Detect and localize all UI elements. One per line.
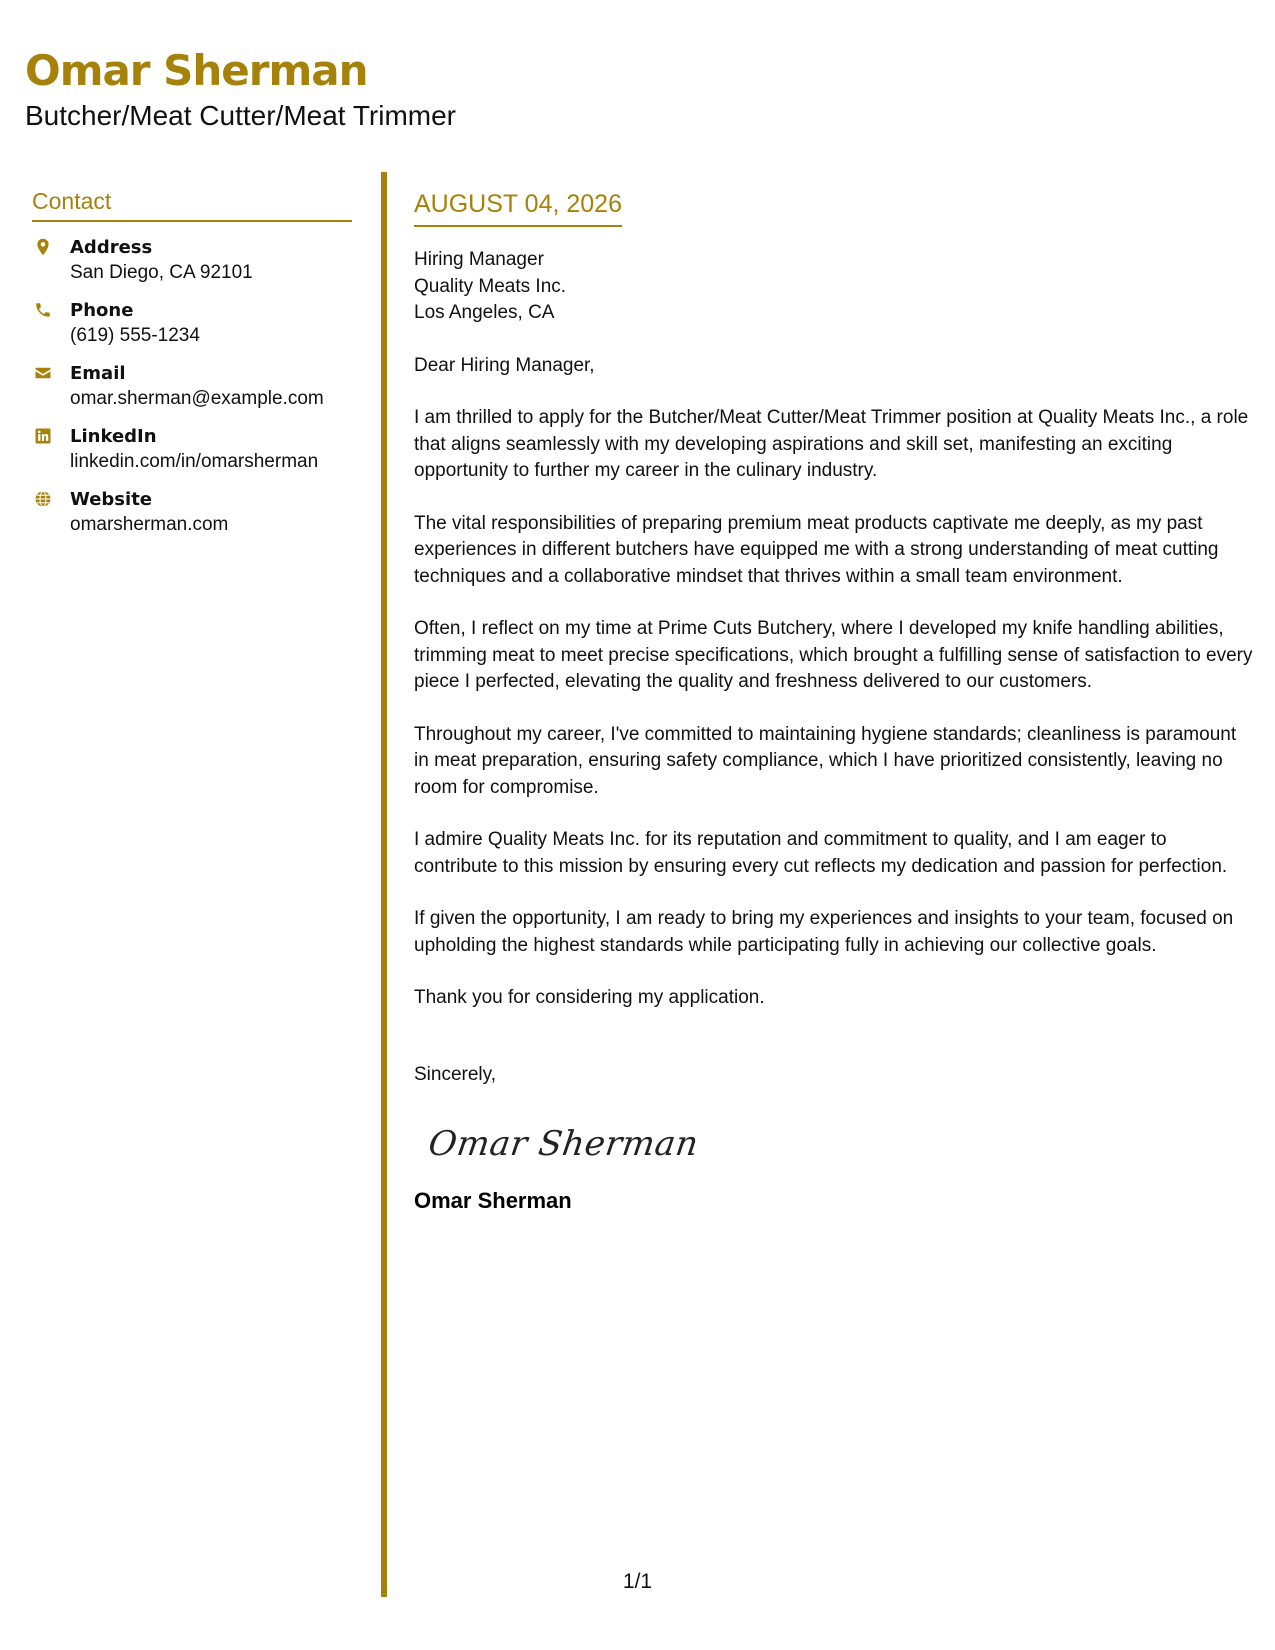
contact-item-address [32, 236, 352, 299]
recipient-line: Los Angeles, CA [414, 302, 555, 323]
handwritten-signature: Omar Sherman [426, 1124, 702, 1164]
letter-body [414, 190, 1254, 1214]
paragraph: I am thrilled to apply for the Butcher/Meat Cutter/Meat Trimmer position at Quality Meats Inc., a role that aligns seamlessly with my developing aspirations and skill set, manifesting an exciting opportunity to further my career in the culinary industry. [414, 407, 1249, 481]
paragraph: If given the opportunity, I am ready to bring my experiences and insights to your team, focused on upholding the highest standards while participating fully in achieving our collective goals. [414, 908, 1234, 956]
recipient-line: Hiring Manager [414, 249, 544, 270]
paragraph: I admire Quality Meats Inc. for its reputation and commitment to quality, and I am eager to contribute to this mission by ensuring every cut reflects my dedication and passion for perfection. [414, 829, 1228, 877]
paragraph: Thank you for considering my application. [414, 987, 765, 1008]
closing: Sincerely, [414, 1063, 497, 1085]
contact-label: LinkedIn [70, 426, 157, 447]
linkedin-value: linkedin.com/in/omarsherman [70, 451, 319, 472]
page-number: 1/1 [622, 1570, 653, 1593]
letter-date: AUGUST 04, 2026 [414, 190, 622, 227]
email-value: omar.sherman@example.com [70, 388, 324, 409]
contact-label: Email [70, 363, 126, 384]
phone-icon [34, 301, 52, 319]
paragraph: Throughout my career, I've committed to maintaining hygiene standards; cleanliness is paramount in meat preparation, ensuring safety compliance, which I have prioritized consistently, leaving no room for compromise. [414, 723, 1237, 798]
applicant-name: Omar Sherman [25, 46, 368, 95]
phone-value: (619) 555-1234 [70, 325, 200, 346]
linkedin-icon [34, 427, 52, 445]
contact-label: Phone [70, 300, 134, 321]
contact-label: Address [70, 237, 153, 258]
map-pin-icon [34, 238, 52, 256]
website-value: omarsherman.com [70, 514, 229, 535]
envelope-icon [34, 364, 52, 382]
paragraph: The vital responsibilities of preparing premium meat products captivate me deeply, as my past experiences in different butchers have equipped me with a strong understanding of meat cutting techniques and a collaborative mindset that thrives within a small team environment. [414, 512, 1219, 587]
recipient-block [414, 247, 1254, 327]
contact-item-email [32, 362, 352, 425]
contact-item-website [32, 488, 352, 551]
column-divider [381, 172, 387, 1597]
globe-icon [34, 490, 52, 508]
greeting: Dear Hiring Manager, [414, 354, 595, 376]
contact-heading: Contact [32, 188, 352, 222]
job-title: Butcher/Meat Cutter/Meat Trimmer [25, 100, 457, 131]
contact-label: Website [70, 489, 153, 510]
signer-name: Omar Sherman [414, 1188, 572, 1213]
paragraph: Often, I reflect on my time at Prime Cuts Butchery, where I developed my knife handling abilities, trimming meat to meet precise specifications, which brought a fulfilling sense of satisfaction to every piece I perfected, elevating the quality and freshness delivered to our customers. [414, 618, 1253, 692]
recipient-line: Quality Meats Inc. [414, 275, 567, 297]
contact-sidebar [32, 188, 352, 551]
contact-item-linkedin [32, 425, 352, 488]
address-value: San Diego, CA 92101 [70, 262, 253, 283]
contact-item-phone [32, 299, 352, 362]
